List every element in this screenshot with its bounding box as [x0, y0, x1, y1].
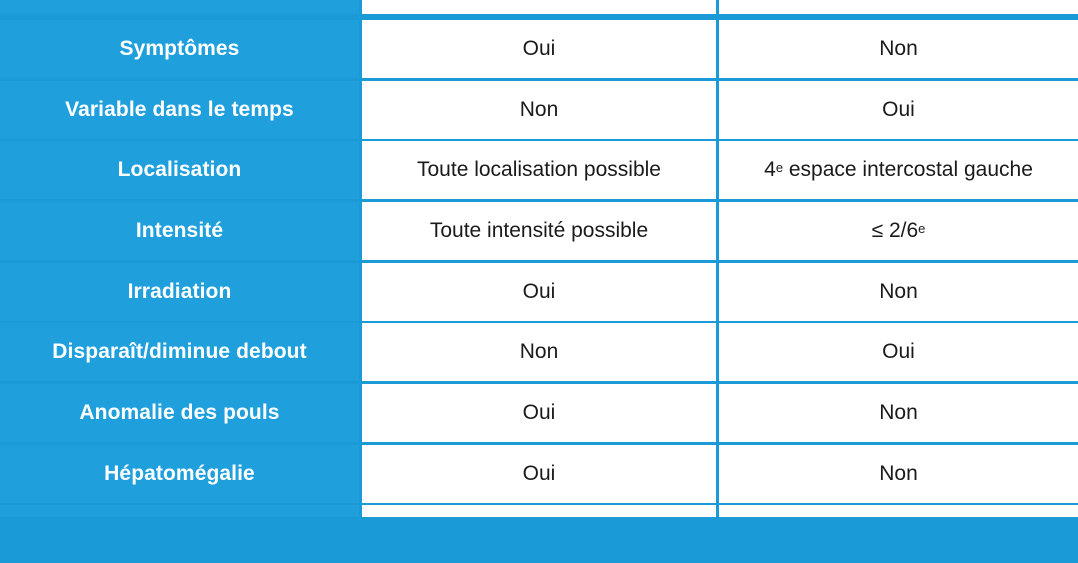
cell-col1-partial: [362, 0, 716, 14]
row-label: Hépatomégalie: [0, 445, 359, 503]
row-label: Variable dans le temps: [0, 81, 359, 139]
cell-col1: Non: [362, 323, 716, 381]
row-label-partial: [0, 505, 359, 517]
table-row: [0, 445, 1078, 503]
row-label: Localisation: [0, 141, 359, 199]
cell-col2-partial: [719, 505, 1078, 517]
cell-col1: Oui: [362, 384, 716, 442]
cell-col2: Oui: [719, 81, 1078, 139]
row-label-partial: [0, 0, 359, 14]
cell-col2: Non: [719, 263, 1078, 321]
row-label: Intensité: [0, 202, 359, 260]
cell-col2: 4 $^e$ espace intercostal gauche: [719, 141, 1078, 199]
cell-col1: Oui: [362, 445, 716, 503]
table-row-partial-bottom: [0, 505, 1078, 563]
cell-col2: Non: [719, 384, 1078, 442]
cell-col1: Toute localisation possible: [362, 141, 716, 199]
row-label: Irradiation: [0, 263, 359, 321]
table-row: [0, 202, 1078, 260]
cell-col1: Oui: [362, 263, 716, 321]
table-row: [0, 81, 1078, 139]
table-row: [0, 141, 1078, 199]
cell-col2: Oui: [719, 323, 1078, 381]
cell-col2: Non: [719, 20, 1078, 78]
cell-col1: Toute intensité possible: [362, 202, 716, 260]
table-row: [0, 20, 1078, 78]
row-label: Symptômes: [0, 20, 359, 78]
cell-col1: Oui: [362, 20, 716, 78]
row-label: Disparaît/diminue debout: [0, 323, 359, 381]
table-row: [0, 384, 1078, 442]
row-label: Anomalie des pouls: [0, 384, 359, 442]
cell-col2-partial: [719, 0, 1078, 14]
table-row: [0, 263, 1078, 321]
cell-col2-prefix: 4: [764, 158, 776, 181]
cell-col2: ≤ 2/6 $^e$: [719, 202, 1078, 260]
cell-col2: Non: [719, 445, 1078, 503]
table-row: [0, 323, 1078, 381]
cell-col2-prefix: ≤ 2/6: [871, 219, 919, 242]
cell-col1: Non: [362, 81, 716, 139]
cell-col2-suffix: espace intercostal gauche: [783, 158, 1033, 181]
cell-col1-partial: [362, 505, 716, 517]
